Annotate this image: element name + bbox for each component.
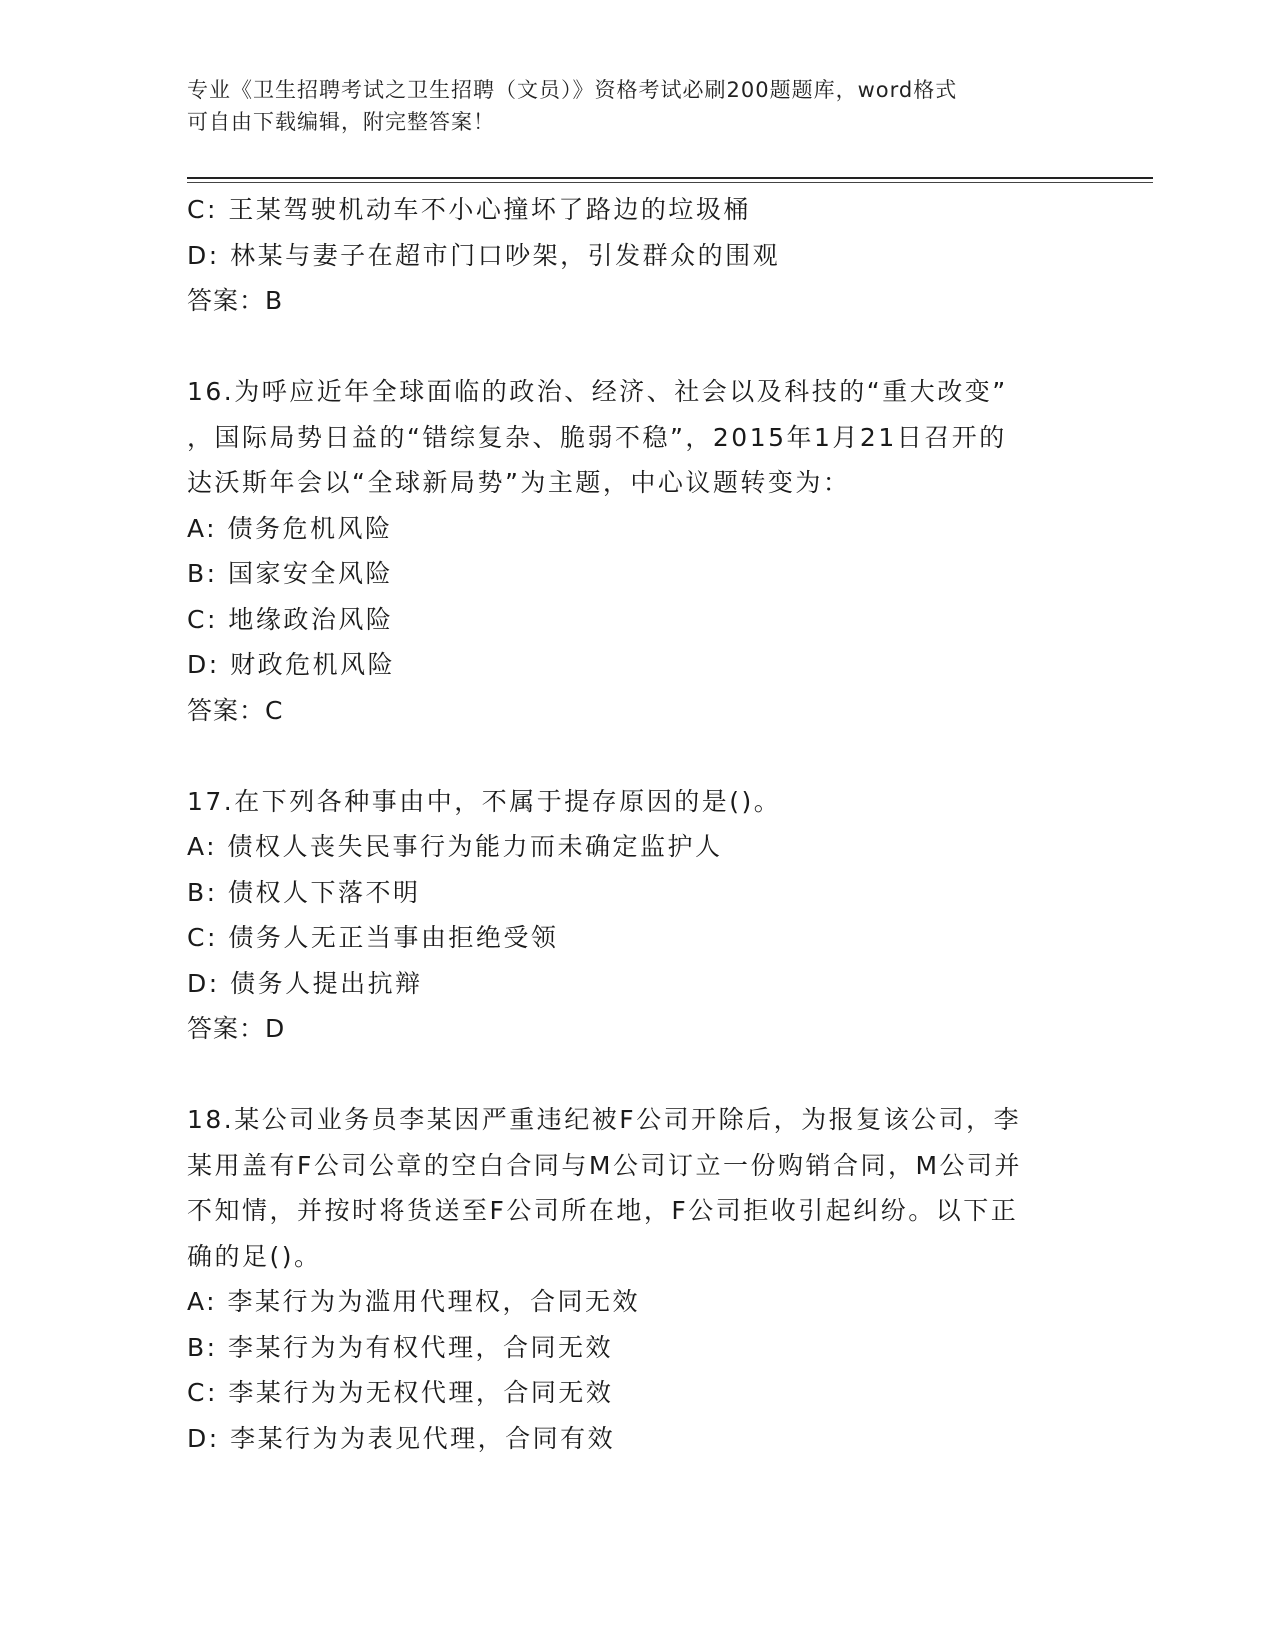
question-18 xyxy=(187,1097,1087,1461)
q17-option-b: B: 债权人下落不明 xyxy=(187,877,421,907)
question-list xyxy=(187,187,1087,1461)
q18-stem-line-2: 某用盖有F公司公章的空白合同与M公司订立一份购销合同，M公司并 xyxy=(187,1150,1023,1180)
q15-answer: 答案：B xyxy=(187,286,284,315)
header-title-line-2: 可自由下载编辑，附完整答案！ xyxy=(187,110,495,134)
spacer xyxy=(187,733,1087,779)
q17-stem-line-1: 17.在下列各种事由中，不属于提存原因的是()。 xyxy=(187,786,782,816)
q16-stem-line-1: 16.为呼应近年全球面临的政治、经济、社会以及科技的“重大改变” xyxy=(187,377,1008,406)
q16-option-c: C: 地缘政治风险 xyxy=(187,604,394,634)
q18-stem-line-1: 18.某公司业务员李某因严重违纪被F公司开除后，为报复该公司，李 xyxy=(187,1105,1022,1134)
header-rule-thin xyxy=(187,182,1153,183)
q15-option-d: D: 林某与妻子在超市门口吵架，引发群众的围观 xyxy=(187,240,781,270)
q18-stem-line-4: 确的足()。 xyxy=(187,1241,322,1271)
q18-stem-line-3: 不知情，并按时将货送至F公司所在地，F公司拒收引起纠纷。以下正 xyxy=(187,1196,1019,1225)
q16-stem-line-2: ，国际局势日益的“错综复杂、脆弱不稳”，2015年1月21日召开的 xyxy=(187,422,1007,452)
q17-option-a: A: 债权人丧失民事行为能力而未确定监护人 xyxy=(187,832,723,861)
q18-option-b: B: 李某行为为有权代理，合同无效 xyxy=(187,1332,614,1362)
q17-option-c: C: 债务人无正当事由拒绝受领 xyxy=(187,923,559,952)
header-title-line-1: 专业《卫生招聘考试之卫生招聘（文员）》资格考试必刷200题题库，word格式 xyxy=(187,78,958,102)
q17-option-d: D: 债务人提出抗辩 xyxy=(187,968,423,998)
spacer xyxy=(187,324,1087,370)
q17-answer: 答案：D xyxy=(187,1014,286,1043)
q18-option-c: C: 李某行为为无权代理，合同无效 xyxy=(187,1378,614,1407)
question-15-continued xyxy=(187,187,1087,324)
q18-option-d: D: 李某行为为表见代理，合同有效 xyxy=(187,1423,616,1453)
question-17 xyxy=(187,779,1087,1052)
q16-option-a: A: 债务危机风险 xyxy=(187,513,393,543)
q16-answer: 答案：C xyxy=(187,695,284,725)
q18-option-a: A: 李某行为为滥用代理权，合同无效 xyxy=(187,1287,641,1316)
page-header xyxy=(187,74,1067,138)
q16-option-d: D: 财政危机风险 xyxy=(187,650,396,679)
spacer xyxy=(187,1052,1087,1098)
header-rule-thick xyxy=(187,177,1153,179)
question-16 xyxy=(187,369,1087,733)
q16-stem-line-3: 达沃斯年会以“全球新局势”为主题，中心议题转变为： xyxy=(187,468,851,497)
q16-option-b: B: 国家安全风险 xyxy=(187,559,394,588)
q15-option-c: C: 王某驾驶机动车不小心撞坏了路边的垃圾桶 xyxy=(187,195,751,224)
